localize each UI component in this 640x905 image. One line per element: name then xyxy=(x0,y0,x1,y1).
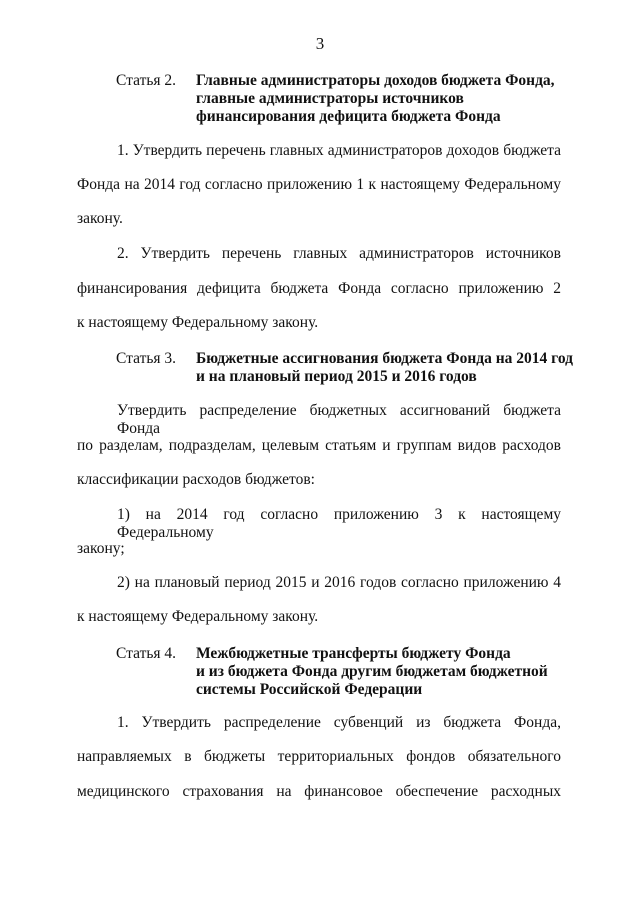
article-3-heading xyxy=(116,350,586,386)
article-4-p1-line-3: медицинского страхования на финансовое обеспечение расходных xyxy=(77,783,561,800)
article-4-p1-line-2: направляемых в бюджеты территориальных фондов обязательного xyxy=(77,748,561,765)
article-2-number: Статья 2. xyxy=(116,72,177,89)
article-3-item-2-line-2: к настоящему Федеральному закону. xyxy=(77,608,319,625)
article-3-p1-line-2: по разделам, подразделам, целевым статьям и группам видов расходов xyxy=(77,437,561,454)
article-2-p1-line-1: 1. Утвердить перечень главных администраторов доходов бюджета xyxy=(117,142,561,159)
article-3-p1-line-1: Утвердить распределение бюджетных ассигнований бюджета Фонда xyxy=(117,402,561,437)
article-3-item-1-line-1: 1) на 2014 год согласно приложению 3 к настоящему Федеральному xyxy=(117,506,561,541)
page-number: 3 xyxy=(315,34,325,53)
article-2-p2-line-2: финансирования дефицита бюджета Фонда согласно приложению 2 xyxy=(77,280,561,297)
article-2-p2-line-1: 2. Утвердить перечень главных администраторов источников xyxy=(117,245,561,262)
article-2-p2-line-3: к настоящему Федеральному закону. xyxy=(77,314,319,331)
article-3-p1-line-3: классификации расходов бюджетов: xyxy=(77,471,315,488)
article-3-item-2-line-1: 2) на плановый период 2015 и 2016 годов согласно приложению 4 xyxy=(117,574,561,591)
article-3-number: Статья 3. xyxy=(116,350,177,367)
article-4-p1-line-1: 1. Утвердить распределение субвенций из бюджета Фонда, xyxy=(117,714,561,731)
article-2-title: Главные администраторы доходов бюджета Фонда, главные администраторы источников финансирования дефицита бюджета Фонда xyxy=(196,72,555,125)
article-4-title: Межбюджетные трансферты бюджету Фонда и из бюджета Фонда другим бюджетам бюджетной системы Российской Федерации xyxy=(196,645,548,698)
article-4-number: Статья 4. xyxy=(116,645,177,662)
article-2-p1-line-3: закону. xyxy=(77,210,123,227)
article-2-heading xyxy=(116,72,586,126)
article-2-p1-line-2: Фонда на 2014 год согласно приложению 1 к настоящему Федеральному xyxy=(77,176,561,193)
article-4-heading xyxy=(116,645,586,699)
article-3-item-1-line-2: закону; xyxy=(77,540,125,557)
article-3-title: Бюджетные ассигнования бюджета Фонда на 2014 год и на плановый период 2015 и 2016 годов xyxy=(196,350,573,385)
